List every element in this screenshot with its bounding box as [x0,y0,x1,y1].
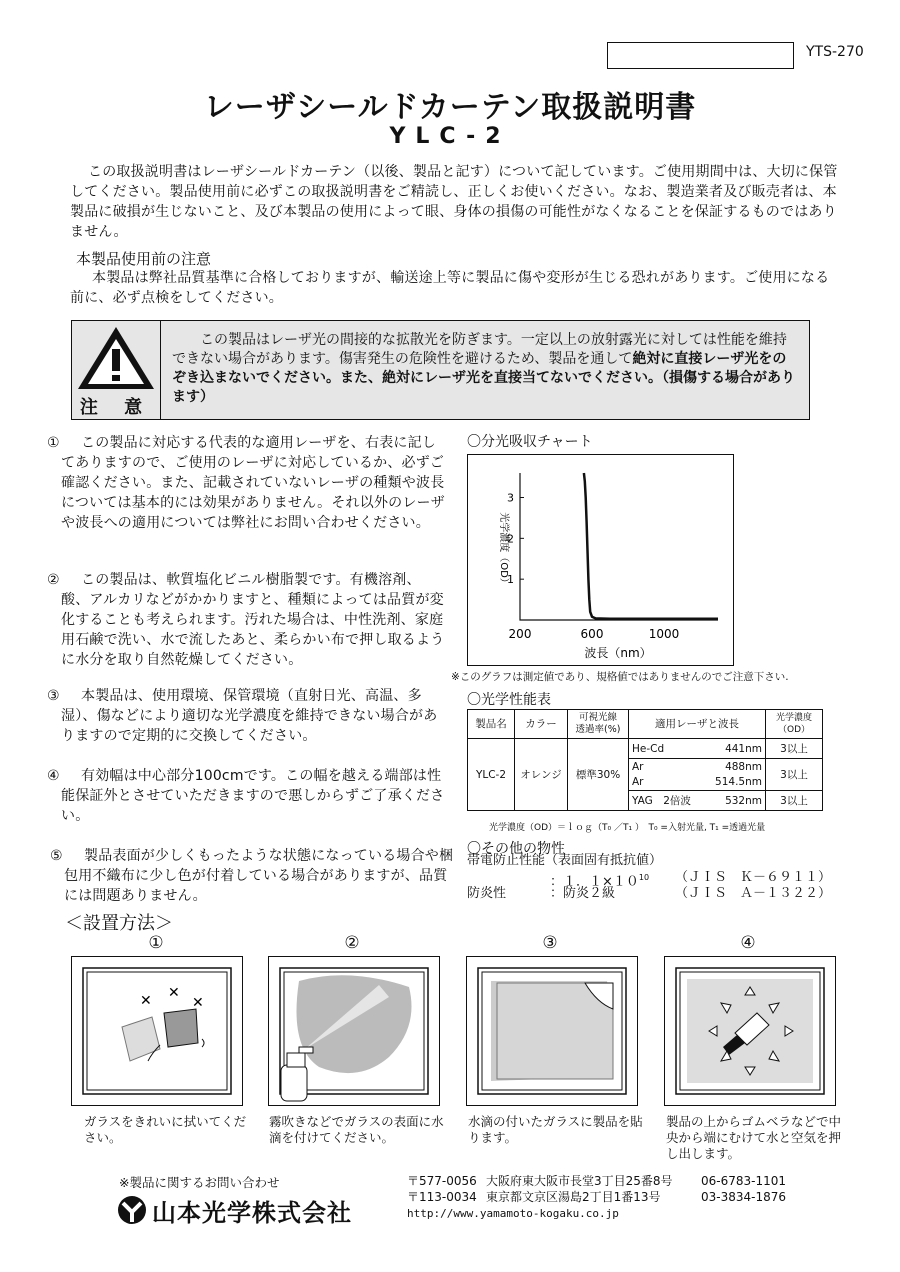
table-cell-wavelength: 514.5nm [704,775,766,791]
pre-use-text: 本製品は弊社品質基準に合格しておりますが、輸送途上等に製品に傷や変形が生じる恐れがあります。ご使用になる前に、必ず点検をしてください。 [70,270,830,306]
chart-x-axis-label: 波長（nm） [584,646,652,660]
antistatic-standard: （ＪＩＳ Ｋ－６９１１） [675,870,832,885]
table-cell-product: YLC-2 [468,739,515,811]
chart-y-tick-label: 2 [507,532,514,546]
antistatic-exponent: 10 [638,873,650,882]
address-line: 大阪府東大阪市長堂3丁目25番8号 [486,1174,673,1188]
table-cell-color: オレンジ [515,739,568,811]
flame-value: ：防炎２級 [550,886,616,901]
flame-standard: （ＪＩＳ Ａ－１３２２） [675,886,832,901]
chart-x-tick-label: 600 [580,627,604,641]
table-header: カラー [515,710,568,739]
step-caption: 水滴の付いたガラスに製品を貼ります。 [468,1114,643,1145]
step-number: ② [344,933,360,953]
apply-film-icon [467,957,637,1105]
item-text: 本製品は、使用環境、保管環境（直射日光、高温、多湿）、傷などにより適切な光学濃度を維持できない場合がありますので定期的に交換してください。 [61,688,438,744]
item-number: ① [47,435,60,451]
table-cell-laser: He-Cd [629,739,704,759]
flame-label: 防炎性 [467,886,507,901]
address-line: 東京都文京区湯島2丁目1番13号 [486,1190,661,1204]
step-1-illustration [71,956,243,1106]
squeegee-icon [665,957,835,1105]
chart-frame [467,454,734,666]
step-3-illustration [466,956,638,1106]
table-cell-od: 3以上 [766,739,823,759]
list-item [47,570,447,670]
chart-title: 〇分光吸収チャート [467,434,593,450]
chart-note: ※このグラフは測定値であり、規格値ではありませんのでご注意下さい. [451,671,789,683]
absorption-chart [468,455,733,665]
table-header: 可視光線 透過率(%) [568,710,629,739]
svg-text:✕: ✕ [140,993,152,1009]
address-tel: 03-3834-1876 [701,1190,787,1204]
address-zip: 〒113-0034 [407,1190,477,1204]
document-number-box [607,42,794,69]
warning-text-normal: この製品はレーザ光の間接的な拡散光を防ぎます。一定以上の放射露光に対しては性能を維持できない場合があります。傷害発生の危険性を避けるため、製品を通して [172,332,787,367]
document-number: YTS-270 [806,44,864,60]
wipe-glass-icon [72,957,242,1105]
table-row [468,739,823,759]
table-cell-laser: Ar [629,775,704,791]
installation-title: ＜設置方法＞ [65,913,173,934]
chart-axes [520,473,718,620]
table-cell-laser: Ar [629,759,704,775]
address-tel: 06-6783-1101 [701,1174,787,1188]
company-name: 山本光学株式会社 [152,1199,352,1227]
page-title: レーザシールドカーテン取扱説明書 [203,90,697,125]
step-caption: ガラスをきれいに拭いてください。 [84,1114,247,1145]
table-cell-wavelength: 532nm [704,791,766,811]
step-number: ① [148,933,164,953]
table-cell-od: 3以上 [766,759,823,791]
spray-water-icon [269,957,439,1105]
antistatic-label: 帯電防止性能（表面固有抵抗値） [467,853,663,868]
chart-y-tick-label: 1 [507,573,514,587]
warning-icon-cell [72,321,161,419]
warning-label: 注 意 [79,397,153,418]
item-text: 製品表面が少しくもったような状態になっている場合や梱包用不織布に少し色が付着している場合がありますが、品質には問題ありません。 [64,848,454,904]
model-name: YLC-2 [389,124,511,149]
item-text: 有効幅は中心部分100cmです。この幅を越える端部は性能保証外とさせていただきますので悪しからずご了承ください。 [61,768,445,824]
chart-y-tick-label: 3 [507,491,514,505]
step-4-illustration [664,956,836,1106]
table-header: 適用レーザと波長 [629,710,766,739]
svg-text:✕: ✕ [192,995,204,1011]
chart-series-line [584,473,718,619]
table-cell-od: 3以上 [766,791,823,811]
warning-text [172,331,797,407]
chart-x-tick-label: 200 [508,627,532,641]
step-caption: 製品の上からゴムベラなどで中央から端にむけて水と空気を押し出します。 [666,1114,842,1161]
list-item [50,846,455,906]
svg-text:✕: ✕ [168,985,180,1001]
warning-text-bold: 絶対に直接レーザ光をのぞき込まないでください。また、絶対にレーザ光を直接当てないでください。（損傷する場合があります） [172,351,795,405]
step-number: ③ [542,933,558,953]
list-item [47,433,447,533]
item-text: この製品に対応する代表的な適用レーザを、右表に記してありますので、ご使用のレーザに対応しているか、必ずご確認ください。また、記載されていないレーザの種類や波長については基本的には効果がありません。それ以外のレーザや波長への適用については弊社にお問い合わせください。 [61,435,445,531]
step-number: ④ [740,933,756,953]
other-properties-title: 〇その他の物性 [467,841,565,857]
item-number: ② [47,572,60,588]
contact-label: ※製品に関するお問い合わせ [119,1175,280,1190]
od-formula: 光学濃度（OD）＝ｌｏｇ（T₀ ／T₁ ） T₀ =入射光量, T₁ =透過光量 [489,823,766,833]
table-header: 光学濃度 （OD） [766,710,823,739]
table-cell-transmittance: 標準30% [568,739,629,811]
item-number: ④ [47,768,60,784]
item-number: ⑤ [50,848,63,864]
antistatic-value-base: ：１．１×１０ [550,874,639,890]
table-cell-wavelength: 441nm [704,739,766,759]
list-item [47,766,447,826]
optical-performance-table [467,709,823,811]
warning-box [71,320,810,420]
list-item [47,686,447,746]
table-cell-wavelength: 488nm [704,759,766,775]
table-cell-laser: YAG 2倍波 [629,791,704,811]
table-header: 製品名 [468,710,515,739]
optical-table-title: 〇光学性能表 [467,692,551,708]
company-url[interactable]: http://www.yamamoto-kogaku.co.jp [407,1207,619,1220]
item-number: ③ [47,688,60,704]
intro-paragraph: この取扱説明書はレーザシールドカーテン（以後、製品と記す）について記しています。ご使用期間中は、大切に保管してください。製品使用前に必ずこの取扱説明書をご精読し、正しくお使いください。なお、製造業者及び販売者は、本製品に破損が生じないこと、及び本製品の使用によって眼、身体の損傷の可能性がなくなることを保証するものではありません。 [70,164,838,240]
chart-x-tick-label: 1000 [648,627,680,641]
chart-y-axis-label: 光学濃度（OD） [498,512,509,588]
pre-use-heading: 本製品使用前の注意 [76,250,212,268]
step-caption: 霧吹きなどでガラスの表面に水滴を付けてください。 [269,1114,444,1145]
warning-triangle-icon [72,321,160,393]
item-text: この製品は、軟質塩化ビニル樹脂製です。有機溶剤、酸、アルカリなどがかかりますと、種類によっては品質が変化することも考えられます。汚れた場合は、中性洗剤、家庭用石鹸で洗い、水で流したあと、柔らかい布で押し取るように水分を取り自然乾燥してください。 [61,572,445,668]
table-header-row [468,710,823,739]
address-zip: 〒577-0056 [407,1174,477,1188]
step-2-illustration [268,956,440,1106]
company-logo-icon [117,1195,147,1229]
